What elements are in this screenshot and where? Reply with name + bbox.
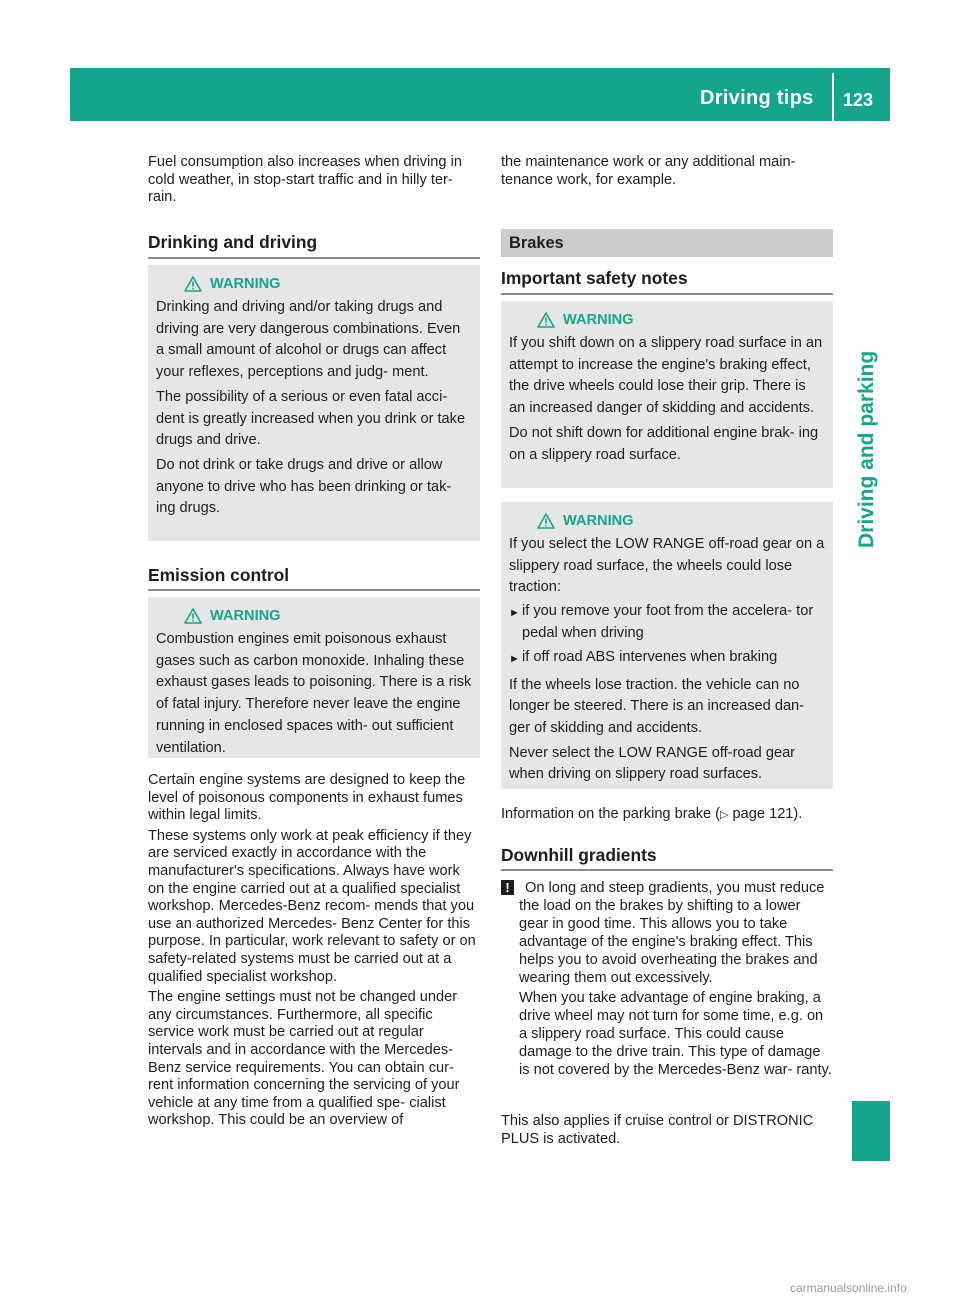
page-reference-link[interactable]: page 121). xyxy=(728,806,803,822)
header-divider xyxy=(832,73,834,121)
list-item-text: if you remove your foot from the accelera- tor pedal when driving xyxy=(522,603,814,641)
warning-triangle-icon xyxy=(184,608,202,624)
notice-paragraph: When you take advantage of engine braking, a drive wheel may not turn for some time, e.g. on a slippery road surface. This could cause damage to the drive train. This type of damage is not covered by the Mercedes-Benz war- ranty. xyxy=(519,990,832,1079)
heading-rule xyxy=(501,293,833,295)
warning-text: Do not shift down for additional engine brak- ing on a slippery road surface. xyxy=(509,424,819,463)
low-range-warning-box xyxy=(501,502,833,789)
warning-text: Never select the LOW RANGE off-road gear when driving on slippery road surfaces. xyxy=(509,744,796,783)
warning-text: If the wheels lose traction. the vehicle can no longer be steered. There is an increased dan- ger of skidding and accidents. xyxy=(509,676,805,736)
warning-text: Do not drink or take drugs and drive or allow anyone to drive who has been drinking or tak- ing drugs. xyxy=(156,456,452,517)
heading-rule xyxy=(148,257,480,259)
downhill-heading: Downhill gradients xyxy=(501,845,657,865)
page-reference-arrow-icon: ▷ xyxy=(720,809,729,821)
list-item-text: if off road ABS intervenes when braking xyxy=(522,648,778,665)
warning-triangle-icon xyxy=(184,276,202,292)
parking-brake-reference xyxy=(501,806,833,825)
body-paragraph: Certain engine systems are designed to keep the level of poisonous components in exhaust fumes within legal limits. xyxy=(148,772,466,824)
notice-paragraph xyxy=(501,880,833,987)
body-paragraph: These systems only work at peak efficiency if they are serviced exactly in accordance with the manufacturer's specifications. Always have work on the engine carried out at a qualified specialist workshop. Mercedes-Benz recom- mends that you use an authorized Mercedes- Benz Center for this purpose. In particular, work relevant to safety or on safety-related systems must be carried out at a qualified specialist workshop. xyxy=(148,827,476,985)
bullet-icon: ► xyxy=(509,652,520,665)
emission-heading: Emission control xyxy=(148,565,290,585)
warning-text: Drinking and driving and/or taking drugs and driving are very dangerous combinations. Even a small amount of alcohol or drugs can affect your reflexes, perceptions and judg- ment. xyxy=(156,299,461,381)
chapter-tab-label: Driving and parking xyxy=(855,350,878,548)
warning-text: The possibility of a serious or even fatal acci- dent is greatly increased when you drink or take drugs and drive. xyxy=(156,388,466,449)
warning-triangle-icon xyxy=(537,513,555,529)
drinking-heading: Drinking and driving xyxy=(148,232,318,252)
bullet-icon: ► xyxy=(509,607,520,620)
downhill-notice xyxy=(501,880,833,1080)
emission-warning-box xyxy=(148,597,480,758)
warning-triangle-icon xyxy=(537,312,555,328)
section-title: Driving tips xyxy=(700,87,814,109)
heading-rule xyxy=(501,869,833,871)
watermark: carmanualsonline.info xyxy=(790,1281,907,1295)
list-item xyxy=(509,647,825,672)
safety-notes-heading: Important safety notes xyxy=(501,268,688,288)
warning-text: If you select the LOW RANGE off-road gear on a slippery road surface, the wheels could lose traction: xyxy=(509,536,825,596)
downshift-warning-box xyxy=(501,301,833,488)
warning-label: WARNING xyxy=(210,607,281,624)
intro-paragraph: Fuel consumption also increases when driving in cold weather, in stop-start traffic and in hilly ter- rain. xyxy=(148,154,462,206)
drinking-warning-box xyxy=(148,265,480,541)
page-number: 123 xyxy=(843,90,874,110)
notice-text: On long and steep gradients, you must reduce the load on the brakes by shifting to a lower gear in good time. This allows you to take advantage of the engine's braking effect. This helps you to avoid overheating the brakes and wearing them out excessively. xyxy=(519,880,825,986)
warning-text: Combustion engines emit poisonous exhaust gases such as carbon monoxide. Inhaling these exhaust gases leads to poisoning. There is a risk of fatal injury. Therefore never leave the engine running in enclosed spaces with- out sufficient ventilation. xyxy=(156,631,472,756)
closing-paragraph: This also applies if cruise control or DISTRONIC PLUS is activated. xyxy=(501,1113,814,1147)
warning-label: WARNING xyxy=(210,275,281,292)
warning-header xyxy=(156,606,472,626)
list-item xyxy=(509,601,825,644)
warning-header xyxy=(509,310,825,330)
chapter-tab-marker xyxy=(852,1101,890,1161)
emission-body xyxy=(148,772,480,1130)
notice-exclamation-icon: ! xyxy=(501,880,514,895)
warning-header xyxy=(156,274,472,294)
continuation-paragraph: the maintenance work or any additional main- tenance work, for example. xyxy=(501,154,796,188)
warning-label: WARNING xyxy=(563,311,634,328)
warning-label: WARNING xyxy=(563,512,634,529)
body-paragraph: The engine settings must not be changed under any circumstances. Furthermore, all specific service work must be carried out at regular intervals and in accordance with the Mercedes- Benz service requirements. You can obtain cur- rent information concerning the servicing of your vehicle at any time from a qualified spe- cialist workshop. This could be an overview of xyxy=(148,989,460,1129)
heading-rule xyxy=(148,589,480,591)
warning-header xyxy=(509,511,825,531)
brakes-heading: Brakes xyxy=(501,229,833,257)
reference-text: Information on the parking brake ( xyxy=(501,806,721,822)
warning-text: If you shift down on a slippery road surface in an attempt to increase the engine's braking effect, the drive wheels could lose their grip. There is an increased danger of skidding and accidents. xyxy=(509,335,823,417)
